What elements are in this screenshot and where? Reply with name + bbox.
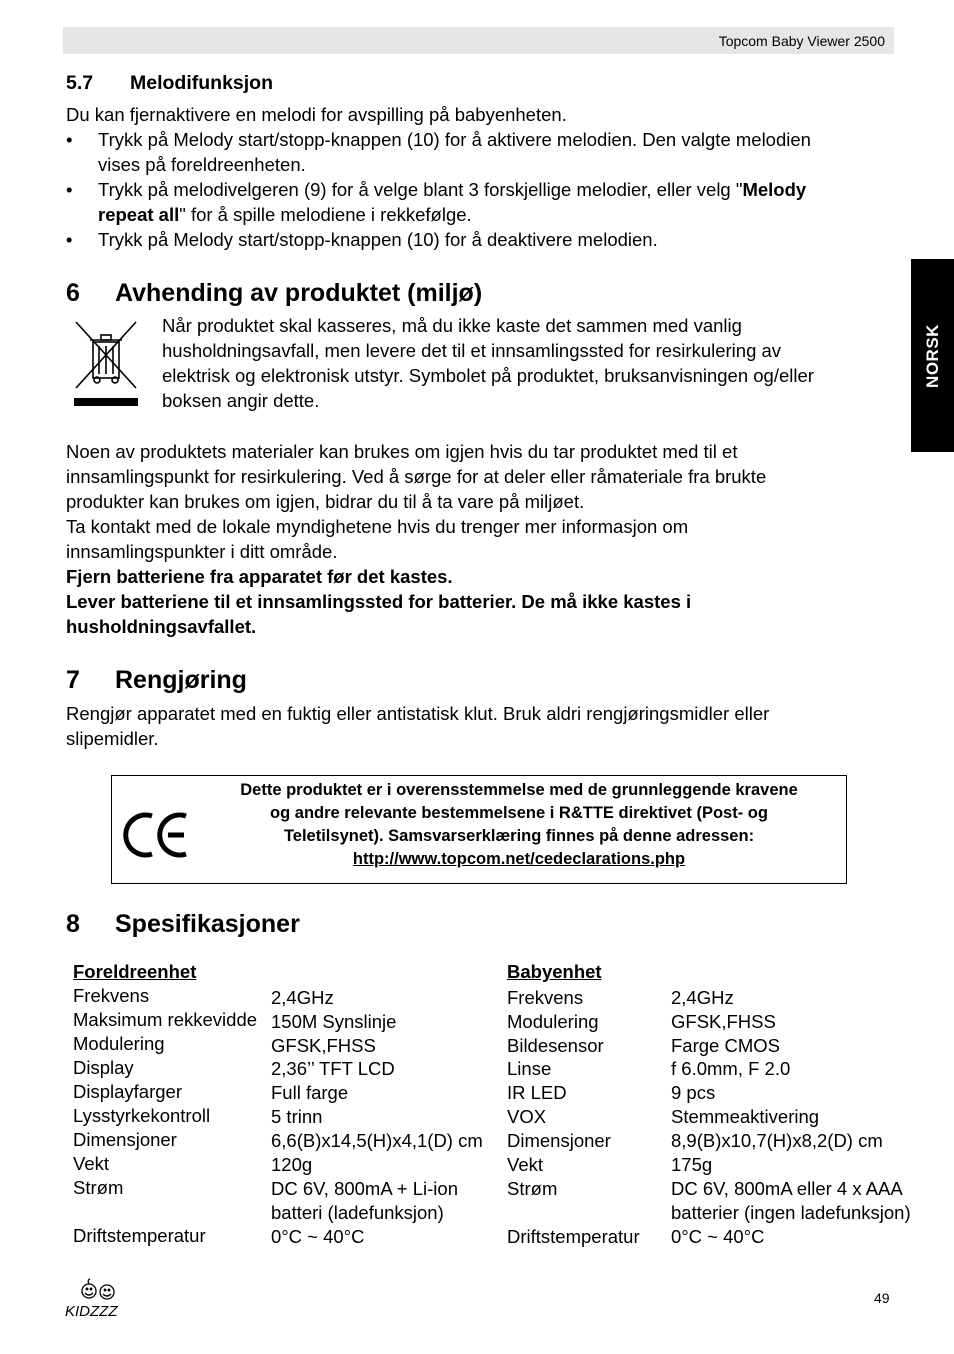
bullet-2-bold-1: Melody	[742, 179, 807, 200]
spec-value: 8,9(B)x10,7(H)x8,2(D) cm	[671, 1130, 883, 1151]
spec-label: Driftstemperatur	[507, 1226, 640, 1247]
weee-bin-icon	[70, 318, 142, 410]
ce-declaration-link[interactable]: http://www.topcom.net/cedeclarations.php	[352, 850, 686, 868]
baby-row	[507, 1035, 604, 1057]
baby-row	[507, 1130, 611, 1152]
spec-value: 2,4GHz	[671, 987, 734, 1008]
battery-warning-3: husholdningsavfallet.	[66, 616, 257, 637]
baby-row	[507, 1082, 567, 1104]
spec-value: 120g	[271, 1154, 313, 1175]
battery-warning-1: Fjern batteriene fra apparatet før det kastes.	[66, 566, 453, 587]
parent-row	[73, 1105, 210, 1127]
spec-value: GFSK,FHSS	[671, 1011, 776, 1032]
paragraph-line: Noen av produktets materialer kan brukes om igjen hvis du tar produktet med til et	[66, 441, 738, 462]
cleaning-paragraph	[66, 701, 769, 751]
baby-row	[671, 1106, 819, 1128]
spec-value: GFSK,FHSS	[271, 1035, 376, 1056]
spec-value: Stemmeaktivering	[671, 1106, 820, 1127]
bullet-2-line-2: " for å spille melodiene i rekkefølge.	[179, 204, 472, 225]
spec-label: Linse	[507, 1058, 552, 1079]
parent-row	[73, 1033, 165, 1055]
spec-label: Modulering	[507, 1011, 599, 1032]
spec-label: Lysstyrkekontroll	[73, 1105, 211, 1126]
parent-row	[271, 1106, 322, 1128]
section-7-title: Rengjøring	[115, 666, 247, 694]
spec-value: 150M Synslinje	[271, 1011, 397, 1032]
parent-row	[271, 1082, 348, 1104]
weee-line: boksen angir dette.	[162, 390, 320, 411]
ce-declaration-text	[192, 779, 846, 871]
paragraph-line: slipemidler.	[66, 728, 159, 749]
spec-value: Full farge	[271, 1082, 349, 1103]
page-number: 49	[874, 1290, 890, 1306]
spec-value: 0°C ~ 40°C	[271, 1226, 365, 1247]
parent-row	[271, 1202, 444, 1224]
spec-value: DC 6V, 800mA eller 4 x AAA	[671, 1178, 903, 1199]
paragraph-line: innsamlingspunkt for resirkulering. Ved å sørge for at deler eller råmateriale fra brukte	[66, 466, 767, 487]
spec-value: 2,36’’ TFT LCD	[271, 1058, 395, 1079]
spec-label: Strøm	[507, 1178, 558, 1199]
parent-row	[73, 1009, 257, 1031]
spec-value: batterier (ingen ladefunksjon)	[671, 1202, 911, 1223]
section-5-7-title: Melodifunksjon	[130, 72, 273, 94]
baby-row	[671, 1035, 780, 1057]
parent-row	[271, 1154, 312, 1176]
parent-row	[271, 987, 334, 1009]
section-5-7-intro: Du kan fjernaktivere en melodi for avspilling på babyenheten.	[66, 104, 567, 125]
spec-label: Display	[73, 1057, 134, 1078]
parent-row	[271, 1226, 364, 1248]
language-tab-label: NORSK	[922, 323, 942, 388]
spec-label: IR LED	[507, 1082, 567, 1103]
section-5-7-number: 5.7	[66, 72, 94, 94]
spec-value: Farge CMOS	[671, 1035, 780, 1056]
spec-value: 6,6(B)x14,5(H)x4,1(D) cm	[271, 1130, 483, 1151]
parent-row	[73, 1081, 182, 1103]
spec-label: Vekt	[73, 1153, 109, 1174]
bullet-text	[98, 127, 898, 177]
baby-row	[507, 1154, 543, 1176]
parent-row	[73, 1057, 134, 1079]
section-8-title: Spesifikasjoner	[115, 910, 300, 938]
section-6-number: 6	[66, 279, 80, 307]
paragraph-line: produkter kan brukes om igjen, bidrar du til å ta vare på miljøet.	[66, 491, 585, 512]
baby-row	[507, 1011, 599, 1033]
baby-row	[671, 987, 734, 1009]
spec-value: 5 trinn	[271, 1106, 323, 1127]
logo-text: KIDZZZ	[65, 1303, 118, 1320]
paragraph-line: Rengjør apparatet med en fuktig eller antistatisk klut. Bruk aldri rengjøringsmidler eller	[66, 703, 770, 724]
parent-row	[73, 1225, 206, 1247]
spec-label: Dimensjoner	[507, 1130, 611, 1151]
spec-value: batteri (ladefunksjon)	[271, 1202, 444, 1223]
spec-label: Maksimum rekkevidde	[73, 1009, 258, 1030]
parent-row	[271, 1058, 395, 1080]
baby-row	[671, 1226, 764, 1248]
weee-line: husholdningsavfall, men levere det til et innsamlingssted for resirkulering av	[162, 340, 782, 361]
spec-label: Driftstemperatur	[73, 1225, 206, 1246]
header-title: Topcom Baby Viewer 2500	[718, 33, 885, 49]
baby-unit-heading: Babyenhet	[507, 961, 602, 982]
section-8-number: 8	[66, 910, 80, 938]
baby-row	[671, 1082, 715, 1104]
spec-label: Displayfarger	[73, 1081, 182, 1102]
parent-row	[271, 1011, 396, 1033]
baby-row	[507, 1106, 546, 1128]
spec-value: 175g	[671, 1154, 713, 1175]
ce-line: og andre relevante bestemmelsene i R&TTE direktivet (Post- og	[270, 804, 768, 822]
baby-row	[671, 1154, 712, 1176]
ce-mark-icon	[122, 810, 192, 860]
ce-line: Dette produktet er i overensstemmelse med de grunnleggende kravene	[240, 781, 798, 799]
baby-row	[671, 1058, 790, 1080]
spec-value: DC 6V, 800mA + Li-ion	[271, 1178, 458, 1199]
spec-label: Vekt	[507, 1154, 543, 1175]
weee-line: elektrisk og elektronisk utstyr. Symbolet på produktet, bruksanvisningen og/eller	[162, 365, 814, 386]
parent-row	[73, 1177, 123, 1199]
paragraph-line: innsamlingspunkter i ditt område.	[66, 541, 338, 562]
page-header	[63, 27, 894, 54]
bullet-glyph: •	[66, 179, 73, 200]
baby-row	[671, 1011, 776, 1033]
spec-value: f 6.0mm, F 2.0	[671, 1058, 791, 1079]
spec-value: 9 pcs	[671, 1082, 716, 1103]
bullet-3-text: Trykk på Melody start/stopp-knappen (10) for å deaktivere melodien.	[98, 229, 658, 250]
bullet-1-line-1: Trykk på Melody start/stopp-knappen (10) for å aktivere melodien. Den valgte melodien	[98, 129, 811, 150]
parent-row	[271, 1178, 458, 1200]
language-tab	[911, 259, 954, 452]
baby-row	[671, 1130, 883, 1152]
spec-value: 0°C ~ 40°C	[671, 1226, 765, 1247]
weee-paragraph	[162, 313, 814, 413]
baby-row	[507, 1058, 551, 1080]
section-7-number: 7	[66, 666, 80, 694]
bullet-glyph: •	[66, 129, 73, 150]
spec-label: Frekvens	[73, 985, 150, 1006]
baby-row	[671, 1202, 911, 1224]
spec-label: Modulering	[73, 1033, 165, 1054]
parent-row	[271, 1035, 376, 1057]
bullet-2-bold-2: repeat all	[98, 204, 180, 225]
spec-label: Dimensjoner	[73, 1129, 177, 1150]
parent-row	[73, 1153, 109, 1175]
parent-unit-heading: Foreldreenhet	[73, 961, 197, 982]
bullet-glyph: •	[66, 229, 73, 250]
baby-row	[507, 1226, 640, 1248]
kidzzz-logo	[63, 1278, 135, 1322]
spec-label: Bildesensor	[507, 1035, 604, 1056]
bullet-2-line-1: Trykk på melodivelgeren (9) for å velge blant 3 forskjellige melodier, eller velg "	[98, 179, 743, 200]
parent-row	[73, 1129, 177, 1151]
battery-warning-2: Lever batteriene til et innsamlingssted for batterier. De må ikke kastes i	[66, 591, 692, 612]
parent-row	[271, 1130, 483, 1152]
section-6-title: Avhending av produktet (miljø)	[115, 279, 483, 307]
recycling-paragraph	[66, 439, 766, 639]
baby-row	[507, 987, 583, 1009]
baby-row	[671, 1178, 903, 1200]
baby-row	[507, 1178, 557, 1200]
parent-row	[73, 985, 149, 1007]
spec-label: Strøm	[73, 1177, 124, 1198]
spec-label: Frekvens	[507, 987, 584, 1008]
paragraph-line: Ta kontakt med de lokale myndighetene hvis du trenger mer informasjon om	[66, 516, 689, 537]
spec-value: 2,4GHz	[271, 987, 334, 1008]
ce-line: Teletilsynet). Samsvarserklæring finnes på denne adressen:	[283, 827, 755, 845]
bullet-1-line-2: vises på foreldreenheten.	[98, 154, 306, 175]
spec-label: VOX	[507, 1106, 547, 1127]
bullet-text	[98, 177, 898, 227]
weee-line: Når produktet skal kasseres, må du ikke kaste det sammen med vanlig	[162, 315, 742, 336]
